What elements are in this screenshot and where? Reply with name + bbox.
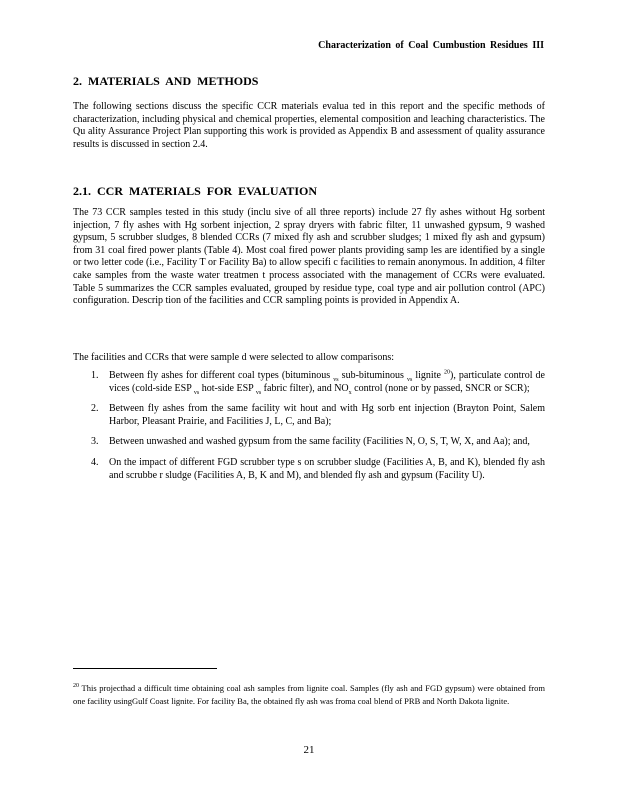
- list-number: 1.: [91, 370, 99, 381]
- comparisons-intro: The facilities and CCRs that were sample d were selected to allow comparisons:: [73, 352, 395, 363]
- footnote-marker: 20: [73, 683, 79, 690]
- footnote: [73, 682, 545, 707]
- list-item: 3. Between unwashed and washed gypsum from the same facility (Facilities N, O, S, T, W, X, and Aa); and,: [91, 436, 530, 448]
- running-header: Characterization of Coal Cumbustion Residues III: [318, 40, 544, 51]
- list-number: 4.: [91, 456, 99, 468]
- list-item: 2. Between fly ashes from the same facility wit hout and with Hg sorb ent injection (Brayton Point, Salem Harbor, Pleasant Prairie, and Facilities J, L, C, and Ba);: [91, 403, 545, 427]
- intro-paragraph: The following sections discuss the specific CCR materials evalua ted in this report and the specific methods of characterization, including physical and chemical properties, elemental composition and leaching characteristics. The Qu ality Assurance Project Plan supporting this work is provided as Appendix B and assessment of quality assurance results is discussed in section 2.4.: [73, 101, 545, 150]
- footnote-text: This projecthad a difficult time obtaining coal ash samples from lignite coal. Samples (fly ash and FGD gypsum) were obtained from one facility usingGulf Coast lignite. For facility Ba, the obtained fly ash was froma coal blend of PRB and North Dakota lignite.: [73, 683, 545, 706]
- section-heading-materials-methods: 2. MATERIALS AND METHODS: [73, 74, 259, 88]
- comparison-list: [73, 370, 545, 490]
- footnote-reference[interactable]: 20: [444, 369, 450, 376]
- page-number: 21: [303, 744, 315, 756]
- list-number: 2.: [91, 403, 99, 415]
- subsection-heading-ccr-materials: 2.1. CCR MATERIALS FOR EVALUATION: [73, 184, 318, 198]
- list-item: 4. On the impact of different FGD scrubber type s on scrubber sludge (Facilities A, B, and K), blended fly ash and scrubbe r sludge (Facilities A, B, K and M), and blended fly ash and gypsum (Facility U).: [91, 456, 545, 481]
- list-item: 1. Between fly ashes for different coal types (bituminous $_{vs}$ sub-bituminous $_{vs}$ lignite $^{20}$), particulate control de vices (cold-side ESP $_{vs}$ hot-side ESP $_{vs}$ fabric filter), and $NO_x$ control (none or by passed, SNCR or SCR);: [91, 369, 545, 396]
- list-number: 3.: [91, 436, 99, 448]
- footnote-divider: [73, 668, 217, 669]
- ccr-samples-paragraph: The 73 CCR samples tested in this study (inclu sive of all three reports) include 27 fly ashes without Hg sorbent injection, 7 fly ashes with Hg sorbent injection, 2 spray dryers with fabric filter, 11 unwashed gypsum, 9 washed gypsum, 5 scrubber sludges, 8 blended CCRs (7 mixed fly ash and scrubber sludges; 1 mixed fly ash and gypsum) from 31 coal fired power plants (Table 4). Most coal fired power plants providing samp les are identified by a single or two letter code (i.e., Facility T or Facility Ba) to allow specifi c facilities to remain anonymous. In addition, 4 filter cake samples from the waste water treatmen t process associated with the management of CCRs were evaluated. Table 5 summarizes the CCR samples evaluated, grouped by residue type, coal type and air pollution control (APC) configuration. Descrip tion of the facilities and CCR sampling points is provided in Appendix A.: [73, 207, 545, 307]
